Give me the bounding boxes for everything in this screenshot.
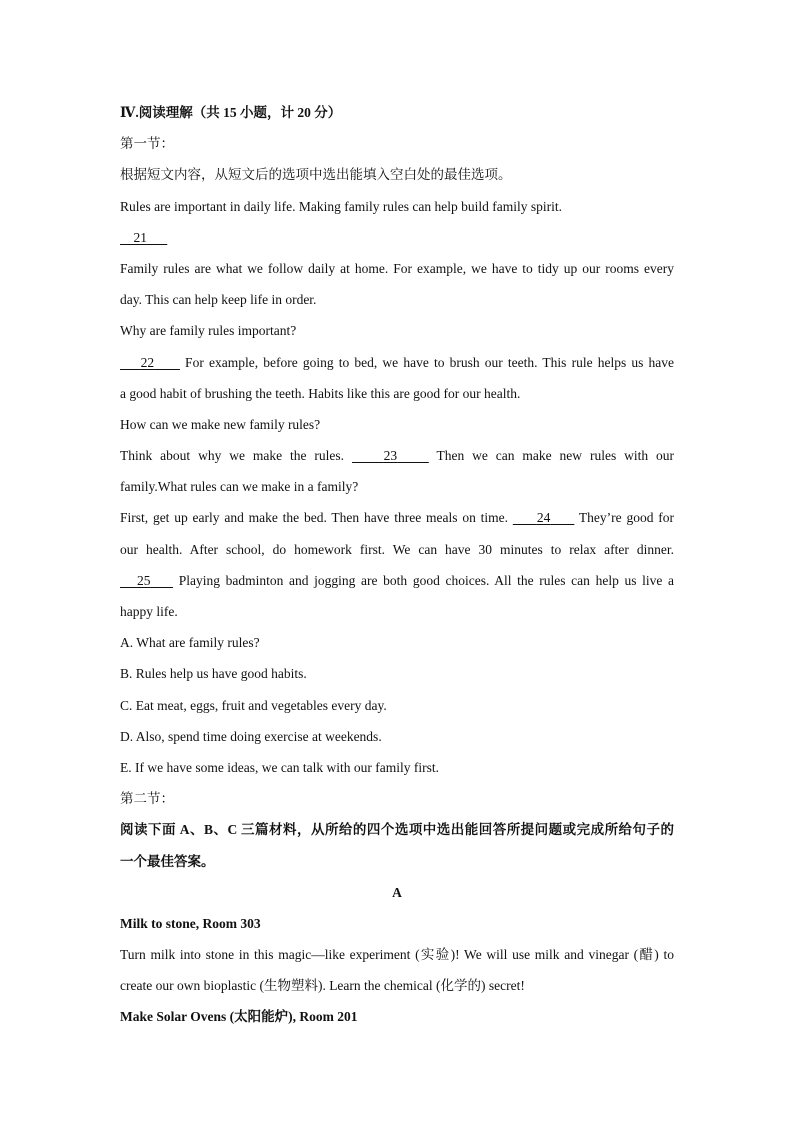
intro-text: Rules are important in daily life. Making family rules can help build family spirit. — [120, 198, 563, 214]
paragraph-1-line-2: day. This can help keep life in order. — [120, 292, 317, 308]
section-header: Ⅳ.阅读理解（共 15 小题，计 20 分） — [120, 105, 342, 120]
blank-21-number: 21 — [133, 229, 147, 245]
option-b: B. Rules help us have good habits. — [120, 666, 307, 682]
blank-21-line — [120, 222, 674, 253]
document-page — [120, 97, 674, 1033]
item-1-line-2: create our own bioplastic (生物塑料). Learn the chemical (化学的) secret! — [120, 978, 525, 994]
item-2-title: Make Solar Ovens (太阳能炉), Room 201 — [120, 1009, 358, 1025]
blank-22 — [120, 355, 180, 370]
option-d: D. Also, spend time doing exercise at weekends. — [120, 728, 382, 744]
item-1-line-1: Turn milk into stone in this magic—like experiment (实验)! We will use milk and vinegar (醋) to — [120, 947, 674, 963]
part2-instruction-line-1: 阅读下面 A、B、C 三篇材料，从所给的四个选项中选出能回答所提问题或完成所给句子的 — [120, 822, 674, 838]
paragraph-4-post: They’re good for — [574, 510, 674, 526]
paragraph-4-line-4: happy life. — [120, 604, 178, 619]
question-important: Why are family rules important? — [120, 323, 297, 339]
blank-25 — [120, 573, 173, 588]
passage-letter: A — [392, 884, 402, 900]
option-c: C. Eat meat, eggs, fruit and vegetables every day. — [120, 697, 387, 713]
paragraph-4-pre: First, get up early and make the bed. Then have three meals on time. — [120, 510, 513, 526]
blank-21 — [120, 230, 167, 245]
paragraph-3-line-2: family.What rules can we make in a family? — [120, 479, 359, 495]
item-1-title: Milk to stone, Room 303 — [120, 915, 261, 931]
paragraph-4-line-1 — [120, 502, 674, 533]
option-a: A. What are family rules? — [120, 635, 260, 651]
paragraph-3-line-1 — [120, 440, 674, 471]
paragraph-4-line-3 — [120, 565, 674, 596]
option-e: E. If we have some ideas, we can talk with our family first. — [120, 759, 440, 775]
part1-label: 第一节： — [120, 136, 174, 152]
paragraph-4-text: Playing badminton and jogging are both good choices. All the rules can help us live a — [173, 572, 674, 588]
paragraph-1-line-1: Family rules are what we follow daily at home. For example, we have to tidy up our rooms every — [120, 260, 674, 276]
question-new-rules: How can we make new family rules? — [120, 416, 321, 432]
paragraph-4-line-2: our health. After school, do homework first. We can have 30 minutes to relax after dinner. — [120, 541, 674, 557]
part2-instruction-line-2: 一个最佳答案。 — [120, 853, 215, 869]
blank-25-number: 25 — [136, 572, 151, 588]
paragraph-2-line-2: a good habit of brushing the teeth. Habits like this are good for our health. — [120, 385, 521, 401]
blank-22-number: 22 — [140, 354, 155, 370]
paragraph-2-text: For example, before going to bed, we have to brush our teeth. This rule helps us have — [179, 354, 674, 370]
paragraph-3-pre: Think about why we make the rules. — [120, 448, 352, 464]
blank-24-number: 24 — [536, 510, 551, 526]
part2-label: 第二节： — [120, 791, 174, 807]
blank-23-number: 23 — [383, 448, 398, 464]
paragraph-3-post: Then we can make new rules with our — [428, 448, 674, 464]
paragraph-2-line-1 — [120, 347, 674, 378]
blank-23 — [352, 448, 429, 463]
blank-24 — [513, 510, 575, 525]
part1-instruction: 根据短文内容，从短文后的选项中选出能填入空白处的最佳选项。 — [120, 167, 512, 183]
